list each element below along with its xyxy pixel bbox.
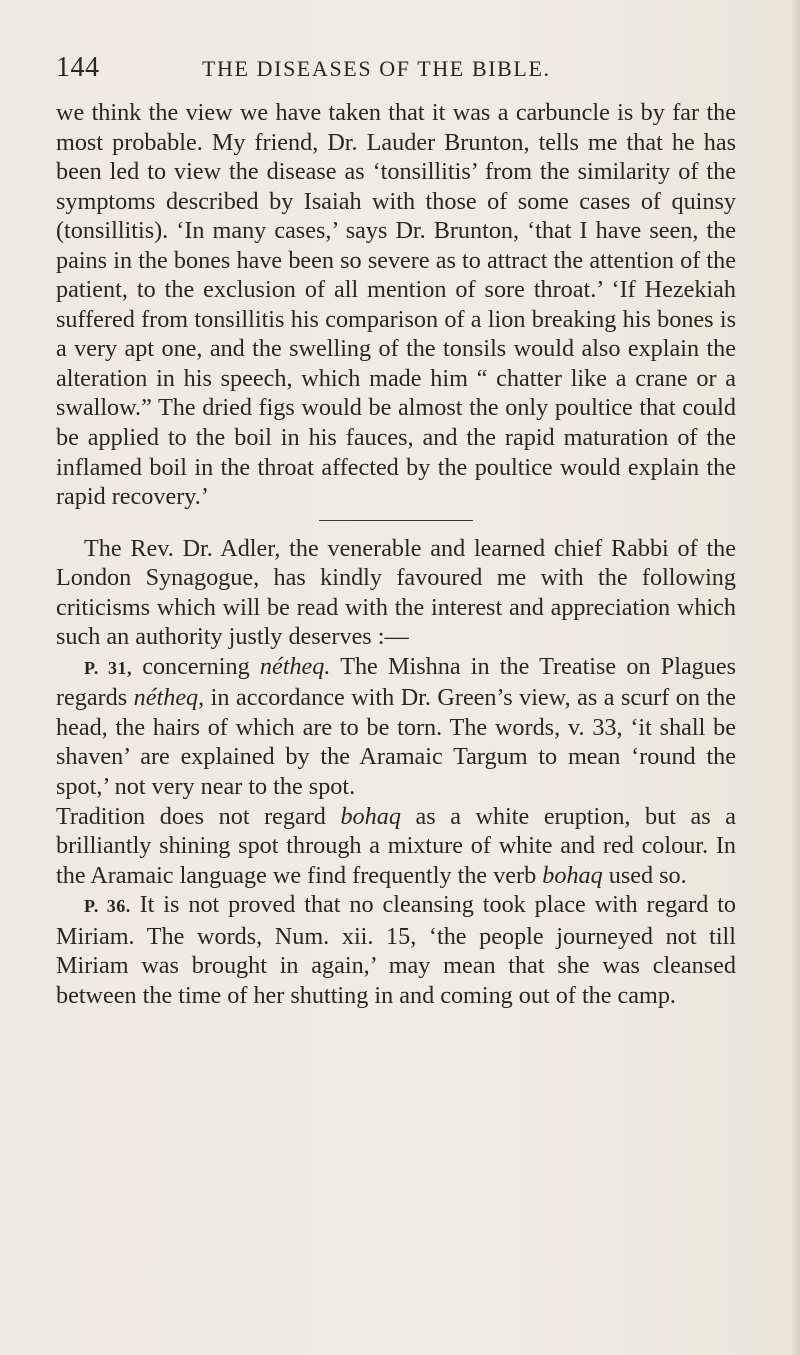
body-text	[56, 98, 736, 1010]
running-title: THE DISEASES OF THE BIBLE.	[202, 56, 551, 81]
note-ref: P. 31,	[84, 657, 133, 678]
section-divider	[319, 520, 473, 521]
page-header	[56, 52, 736, 88]
hebrew-term: bohaq	[340, 802, 401, 830]
hebrew-term: nétheq.	[259, 652, 331, 680]
note-netheq: P. 31, concerning nétheq. The Mishna in the Treatise on Plagues regards nétheq, in accordance with Dr. Green’s view, as a scurf on the head, the hairs of which are to be torn. The words, v. 33, ‘it shall be shaven’ are explained by the Aramaic Targum to mean ‘round the spot,’ not very near to the spot.	[56, 652, 737, 801]
note-ref: P. 36.	[84, 896, 131, 917]
paragraph-adler: The Rev. Dr. Adler, the venerable and learned chief Rabbi of the London Synagogue, has kindly favoured me with the following criticisms which will be read with the interest and appreciation which such an authority justly deserves :—	[56, 534, 736, 651]
hebrew-term: nétheq,	[133, 684, 205, 712]
page-edge-shadow	[792, 0, 800, 1355]
hebrew-term: bohaq	[542, 861, 603, 889]
page-number: 144	[56, 52, 100, 83]
note-miriam: P. 36. It is not proved that no cleansing took place with regard to Miriam. The words, Num. xii. 15, ‘the people journeyed not till Miriam was brought in again,’ may mean that she was cleansed between the time of her shutting in and coming out of the camp.	[56, 891, 737, 1009]
note-bohaq: Tradition does not regard bohaq as a white eruption, but as a brilliantly shining spot through a mixture of white and red colour. In the Aramaic language we find frequently the verb bohaq used so.	[56, 802, 736, 889]
paragraph-tonsillitis: we think the view we have taken that it was a carbuncle is by far the most probable. My friend, Dr. Lauder Brunton, tells me that he has been led to view the disease as ‘tonsillitis’ from the similarity of the symptoms described by Isaiah with those of some cases of quinsy (tonsillitis). ‘In many cases,’ says Dr. Brunton, ‘that I have seen, the pains in the bones have been so severe as to attract the attention of the patient, to the exclusion of all mention of sore throat.’ ‘If Hezekiah suffered from tonsillitis his comparison of a lion breaking his bones is a very apt one, and the swelling of the tonsils would also explain the alteration in his speech, which made him “ chatter like a crane or a swallow.” The dried figs would be almost the only poultice that could be applied to the boil in his fauces, and the rapid maturation of the inflamed boil in the throat affected by the poultice would explain the rapid recovery.’	[56, 99, 736, 511]
